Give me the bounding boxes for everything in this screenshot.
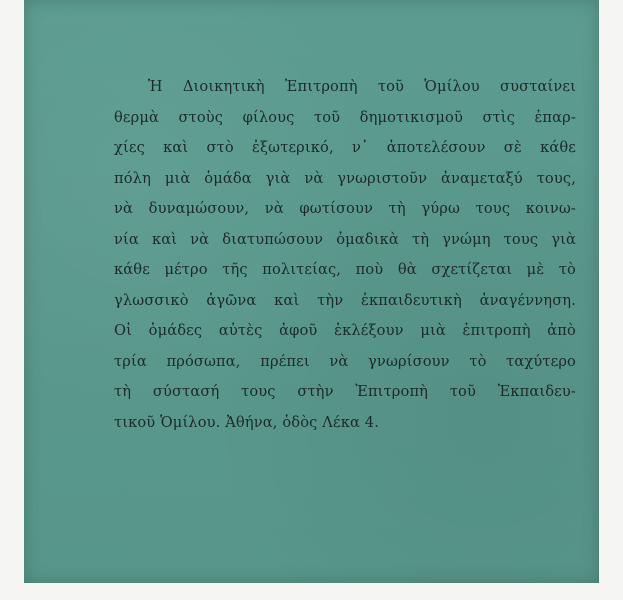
text-line: τὴ σύστασή τους στὴν Ἐπιτροπὴ τοῦ Ἐκπαιδευ- [114,383,576,400]
text-line: γλωσσικὸ ἀγῶνα καὶ τὴν ἐκπαιδευτικὴ ἀναγέννηση. [114,291,576,309]
green-paper-card [24,0,599,583]
notice-text [114,72,576,438]
text-line: τρία πρόσωπα, πρέπει νὰ γνωρίσουν τὸ ταχύτερο [114,352,576,370]
faint-stamp-mark [501,546,558,563]
text-line: τικοῦ Ὁμίλου. Ἀθήνα, ὁδὸς Λέκα 4. [114,413,379,431]
text-line: κάθε μέτρο τῆς πολιτείας, ποὺ θὰ σχετίζεται μὲ τὸ [114,261,576,278]
text-line: χίες καὶ στὸ ἐξωτερικό, ν᾽ ἀποτελέσουν σὲ κάθε [114,139,576,156]
text-line: Οἱ ὁμάδες αὐτὲς ἀφοῦ ἐκλέξουν μιὰ ἐπιτροπὴ ἀπὸ [114,322,576,339]
text-line: Ἡ Διοικητικὴ Ἐπιτροπὴ τοῦ Ὁμίλου συσταίνει [148,78,576,95]
text-line: πόλη μιὰ ὁμάδα γιὰ νὰ γνωριστοῦν ἀναμεταξύ τους, [114,169,576,187]
text-line: νὰ δυναμώσουν, νὰ φωτίσουν τὴ γύρω τους κοινω- [114,200,576,217]
text-line: νία καὶ νὰ διατυπώσουν ὁμαδικὰ τὴ γνώμη τους γιὰ [114,230,576,248]
text-line: θερμὰ στοὺς φίλους τοῦ δημοτικισμοῦ στὶς ἐπαρ- [114,108,576,126]
